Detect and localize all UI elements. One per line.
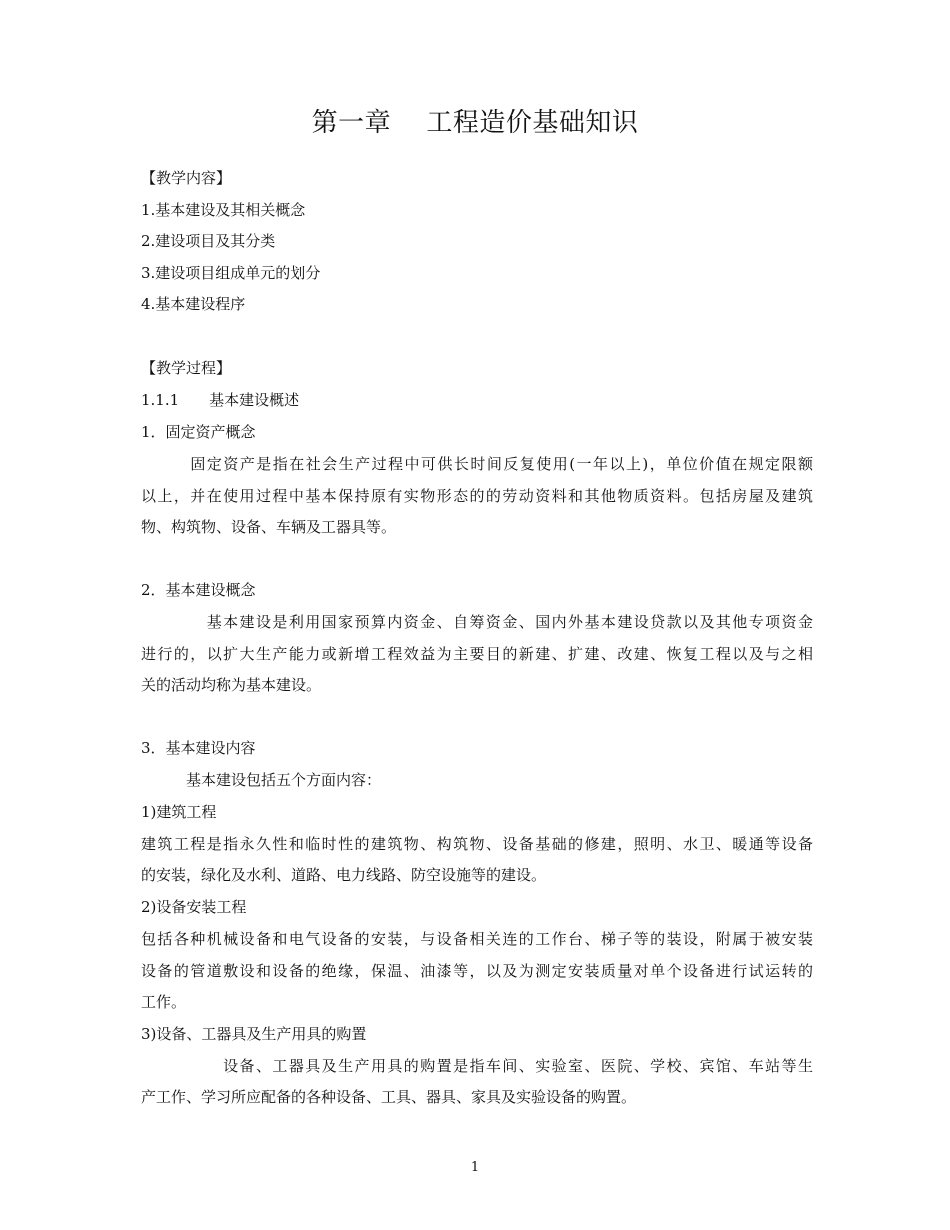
basic-construction-heading: 2．基本建设概念 xyxy=(141,581,256,599)
teaching-content-item-2: 2.建设项目及其分类 xyxy=(141,232,276,250)
equipment-install-heading: 2)设备安装工程 xyxy=(141,898,247,916)
equipment-install-line: 包括各种机械设备和电气设备的安装，与设备相关连的工作台、梯子等的装设，附属于被安装 xyxy=(141,930,813,948)
teaching-content-heading: 【教学内容】 xyxy=(141,169,232,187)
teaching-content-item-4: 4.基本建设程序 xyxy=(141,295,246,313)
fixed-assets-line: 固定资产是指在社会生产过程中可供长时间反复使用(一年以上)，单位价值在规定限额 xyxy=(141,455,813,473)
teaching-content-item-3: 3.建设项目组成单元的划分 xyxy=(141,264,321,282)
section-heading: 1.1.1 基本建设概述 xyxy=(141,391,300,409)
building-line: 的安装，绿化及水利、道路、电力线路、防空设施等的建设。 xyxy=(141,866,547,884)
basic-construction-line: 进行的，以扩大生产能力或新增工程效益为主要目的新建、扩建、改建、恢复工程以及与之相 xyxy=(141,645,813,663)
fixed-assets-line: 以上，并在使用过程中基本保持原有实物形态的的劳动资料和其他物质资料。包括房屋及建筑 xyxy=(141,487,813,505)
building-heading: 1)建筑工程 xyxy=(141,803,217,821)
equipment-install-line: 工作。 xyxy=(141,993,187,1011)
fixed-assets-line: 物、构筑物、设备、车辆及工器具等。 xyxy=(141,518,397,536)
basic-construction-line: 基本建设是利用国家预算内资金、自筹资金、国内外基本建设贷款以及其他专项资金 xyxy=(141,613,813,631)
building-line: 建筑工程是指永久性和临时性的建筑物、构筑物、设备基础的修建，照明、水卫、暖通等设备 xyxy=(141,835,813,853)
purchase-line: 设备、工器具及生产用具的购置是指车间、实验室、医院、学校、宾馆、车站等生 xyxy=(141,1057,813,1075)
page-number: 1 xyxy=(470,1160,480,1175)
basic-construction-line: 关的活动均称为基本建设。 xyxy=(141,676,322,694)
teaching-content-item-1: 1.基本建设及其相关概念 xyxy=(141,201,306,219)
equipment-install-line: 设备的管道敷设和设备的绝缘，保温、油漆等，以及为测定安装质量对单个设备进行试运转的 xyxy=(141,962,813,980)
construction-content-heading: 3．基本建设内容 xyxy=(141,739,256,757)
purchase-heading: 3)设备、工器具及生产用具的购置 xyxy=(141,1025,367,1043)
chapter-title: 第一章 工程造价基础知识 xyxy=(311,108,639,138)
purchase-line: 产工作、学习所应配备的各种设备、工具、器具、家具及实验设备的购置。 xyxy=(141,1088,637,1106)
fixed-assets-heading: 1．固定资产概念 xyxy=(141,423,256,441)
teaching-process-heading: 【教学过程】 xyxy=(141,359,232,377)
construction-content-intro: 基本建设包括五个方面内容： xyxy=(141,771,382,789)
